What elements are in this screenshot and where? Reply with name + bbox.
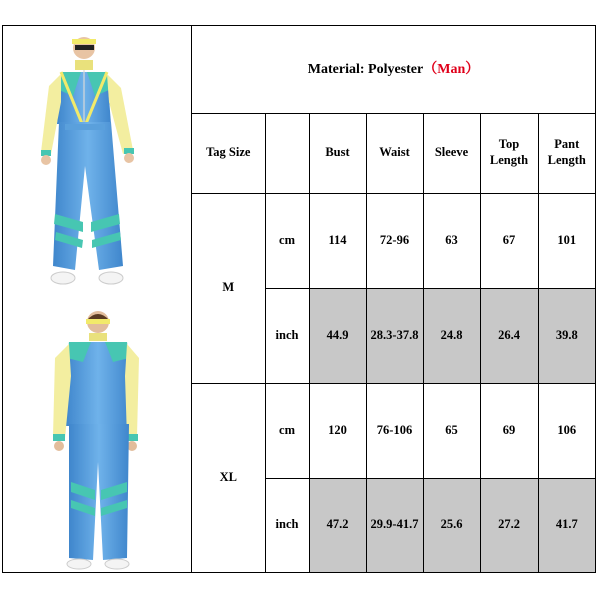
bust-value: 47.2 [309,478,366,572]
header-bust: Bust [309,113,366,193]
tracksuit-front-photo [3,26,191,302]
header-pant-length-line1: Pant [554,137,580,152]
size-label-m: M [192,193,265,383]
sleeve-value: 65 [423,383,480,478]
header-unit [265,113,309,193]
top-length-value: 26.4 [480,288,538,383]
bust-value: 44.9 [309,288,366,383]
header-pant-length [538,113,595,193]
bust-value: 120 [309,383,366,478]
top-length-value: 69 [480,383,538,478]
table-title [192,26,595,113]
size-chart [2,25,596,573]
unit-cell: cm [265,383,309,478]
waist-value: 72-96 [366,193,423,288]
material-text: Material: Polyester [307,61,424,77]
header-top-length [480,113,538,193]
header-row [192,113,595,193]
header-tag-size: Tag Size [192,113,265,193]
waist-value: 76-106 [366,383,423,478]
waist-value: 28.3-37.8 [366,288,423,383]
title-row [192,26,595,113]
sleeve-value: 24.8 [423,288,480,383]
header-pant-length-line2: Length [547,153,586,167]
unit-cell: inch [265,288,309,383]
waist-value: 29.9-41.7 [366,478,423,572]
gender-text: （Man） [423,61,480,77]
table-row [192,193,595,288]
unit-cell: inch [265,478,309,572]
top-length-value: 27.2 [480,478,538,572]
size-label-xl: XL [192,383,265,572]
unit-cell: cm [265,193,309,288]
header-sleeve: Sleeve [423,113,480,193]
pant-length-value: 101 [538,193,595,288]
photo-column [3,26,192,572]
size-table [192,26,595,573]
sleeve-value: 63 [423,193,480,288]
pant-length-value: 39.8 [538,288,595,383]
pant-length-value: 106 [538,383,595,478]
table-row [192,383,595,478]
header-waist: Waist [366,113,423,193]
pant-length-value: 41.7 [538,478,595,572]
sleeve-value: 25.6 [423,478,480,572]
top-length-value: 67 [480,193,538,288]
header-top-length-line2: Length [489,153,529,167]
tracksuit-back-photo [3,302,191,572]
header-top-length-line1: Top [498,137,520,152]
bust-value: 114 [309,193,366,288]
